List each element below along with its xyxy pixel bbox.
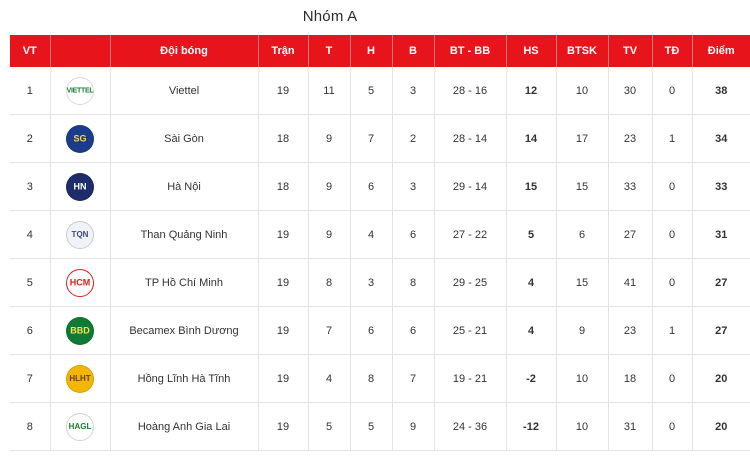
btsk: 10	[556, 355, 608, 403]
matches-played: 19	[258, 211, 308, 259]
btsk: 6	[556, 211, 608, 259]
wins: 4	[308, 355, 350, 403]
table-row[interactable]	[10, 67, 750, 115]
draws: 8	[350, 355, 392, 403]
points: 38	[692, 67, 750, 115]
column-header-diem[interactable]: Điểm	[692, 35, 750, 67]
goal-difference: -2	[506, 355, 556, 403]
wins: 8	[308, 259, 350, 307]
draws: 5	[350, 403, 392, 451]
table-row[interactable]	[10, 163, 750, 211]
yellow-cards: 18	[608, 355, 652, 403]
wins: 9	[308, 211, 350, 259]
matches-played: 19	[258, 67, 308, 115]
team-logo-cell	[50, 403, 110, 451]
table-row[interactable]	[10, 115, 750, 163]
row-position: 7	[10, 355, 50, 403]
red-cards: 0	[652, 67, 692, 115]
ha-noi-logo	[66, 173, 94, 201]
matches-played: 19	[258, 259, 308, 307]
draws: 6	[350, 307, 392, 355]
yellow-cards: 33	[608, 163, 652, 211]
logo-text: SG	[73, 133, 87, 143]
table-row[interactable]	[10, 403, 750, 451]
points: 27	[692, 307, 750, 355]
red-cards: 1	[652, 307, 692, 355]
team-logo-cell	[50, 307, 110, 355]
red-cards: 0	[652, 163, 692, 211]
team-logo-cell	[50, 67, 110, 115]
table-row[interactable]	[10, 355, 750, 403]
column-header-btbb[interactable]: BT - BB	[434, 35, 506, 67]
row-position: 8	[10, 403, 50, 451]
losses: 9	[392, 403, 434, 451]
team-name[interactable]: Hồng Lĩnh Hà Tĩnh	[110, 355, 258, 403]
points: 33	[692, 163, 750, 211]
yellow-cards: 27	[608, 211, 652, 259]
yellow-cards: 23	[608, 115, 652, 163]
losses: 3	[392, 163, 434, 211]
red-cards: 0	[652, 355, 692, 403]
team-logo-cell	[50, 355, 110, 403]
logo-text: BBD	[70, 325, 90, 335]
viettel-logo	[66, 77, 94, 105]
goal-difference: 4	[506, 259, 556, 307]
losses: 6	[392, 211, 434, 259]
team-logo-cell	[50, 163, 110, 211]
hong-linh-ha-tinh-logo	[66, 365, 94, 393]
column-header-td[interactable]: TĐ	[652, 35, 692, 67]
table-body	[10, 67, 750, 451]
losses: 6	[392, 307, 434, 355]
column-header-h[interactable]: H	[350, 35, 392, 67]
logo-text: HAGL	[68, 421, 92, 431]
team-logo-cell	[50, 115, 110, 163]
btsk: 9	[556, 307, 608, 355]
wins: 9	[308, 115, 350, 163]
matches-played: 19	[258, 355, 308, 403]
table-header	[10, 35, 750, 67]
points: 34	[692, 115, 750, 163]
logo-text: TQN	[71, 229, 89, 239]
team-logo-cell	[50, 259, 110, 307]
points: 20	[692, 355, 750, 403]
btsk: 17	[556, 115, 608, 163]
btsk: 15	[556, 163, 608, 211]
goal-difference: 4	[506, 307, 556, 355]
team-name[interactable]: TP Hồ Chí Minh	[110, 259, 258, 307]
red-cards: 1	[652, 115, 692, 163]
table-row[interactable]	[10, 259, 750, 307]
draws: 5	[350, 67, 392, 115]
goal-difference: 5	[506, 211, 556, 259]
wins: 9	[308, 163, 350, 211]
btsk: 15	[556, 259, 608, 307]
row-position: 1	[10, 67, 50, 115]
column-header-btsk[interactable]: BTSK	[556, 35, 608, 67]
hoang-anh-gia-lai-logo	[66, 413, 94, 441]
yellow-cards: 30	[608, 67, 652, 115]
becamex-binh-duong-logo	[66, 317, 94, 345]
team-name[interactable]: Sài Gòn	[110, 115, 258, 163]
red-cards: 0	[652, 211, 692, 259]
yellow-cards: 23	[608, 307, 652, 355]
matches-played: 18	[258, 163, 308, 211]
sai-gon-logo	[66, 125, 94, 153]
goals-for-against: 28 - 16	[434, 67, 506, 115]
yellow-cards: 41	[608, 259, 652, 307]
column-header-t[interactable]: T	[308, 35, 350, 67]
draws: 7	[350, 115, 392, 163]
yellow-cards: 31	[608, 403, 652, 451]
row-position: 2	[10, 115, 50, 163]
team-name[interactable]: Hà Nội	[110, 163, 258, 211]
column-header-b[interactable]: B	[392, 35, 434, 67]
points: 27	[692, 259, 750, 307]
team-name[interactable]: Becamex Bình Dương	[110, 307, 258, 355]
wins: 7	[308, 307, 350, 355]
btsk: 10	[556, 67, 608, 115]
wins: 5	[308, 403, 350, 451]
matches-played: 19	[258, 403, 308, 451]
row-position: 6	[10, 307, 50, 355]
column-header-hs[interactable]: HS	[506, 35, 556, 67]
page-title: Nhóm A	[302, 8, 358, 25]
logo-text: HN	[73, 181, 87, 191]
than-quang-ninh-logo	[66, 221, 94, 249]
row-position: 5	[10, 259, 50, 307]
logo-text: HLHT	[69, 373, 91, 383]
row-position: 4	[10, 211, 50, 259]
logo-text: VIETTEL	[66, 87, 94, 94]
losses: 3	[392, 67, 434, 115]
goals-for-against: 24 - 36	[434, 403, 506, 451]
team-name[interactable]: Than Quảng Ninh	[110, 211, 258, 259]
draws: 6	[350, 163, 392, 211]
goals-for-against: 29 - 25	[434, 259, 506, 307]
goal-difference: 15	[506, 163, 556, 211]
team-logo-cell	[50, 211, 110, 259]
tp-ho-chi-minh-logo	[66, 269, 94, 297]
red-cards: 0	[652, 403, 692, 451]
goal-difference: 12	[506, 67, 556, 115]
column-header-logo	[50, 35, 110, 67]
goals-for-against: 28 - 14	[434, 115, 506, 163]
draws: 3	[350, 259, 392, 307]
team-name[interactable]: Viettel	[110, 67, 258, 115]
draws: 4	[350, 211, 392, 259]
btsk: 10	[556, 403, 608, 451]
losses: 7	[392, 355, 434, 403]
goals-for-against: 29 - 14	[434, 163, 506, 211]
standings-table	[10, 35, 750, 451]
goal-difference: -12	[506, 403, 556, 451]
points: 20	[692, 403, 750, 451]
matches-played: 19	[258, 307, 308, 355]
points: 31	[692, 211, 750, 259]
goals-for-against: 25 - 21	[434, 307, 506, 355]
team-name[interactable]: Hoàng Anh Gia Lai	[110, 403, 258, 451]
column-header-team[interactable]: Đội bóng	[110, 35, 258, 67]
losses: 8	[392, 259, 434, 307]
column-header-tv[interactable]: TV	[608, 35, 652, 67]
header-row	[10, 35, 750, 67]
goals-for-against: 27 - 22	[434, 211, 506, 259]
table-row[interactable]	[10, 307, 750, 355]
wins: 11	[308, 67, 350, 115]
red-cards: 0	[652, 259, 692, 307]
row-position: 3	[10, 163, 50, 211]
losses: 2	[392, 115, 434, 163]
matches-played: 18	[258, 115, 308, 163]
column-header-vt[interactable]: VT	[10, 35, 50, 67]
logo-text: HCM	[69, 277, 91, 287]
table-row[interactable]	[10, 211, 750, 259]
goal-difference: 14	[506, 115, 556, 163]
goals-for-against: 19 - 21	[434, 355, 506, 403]
column-header-tran[interactable]: Trận	[258, 35, 308, 67]
